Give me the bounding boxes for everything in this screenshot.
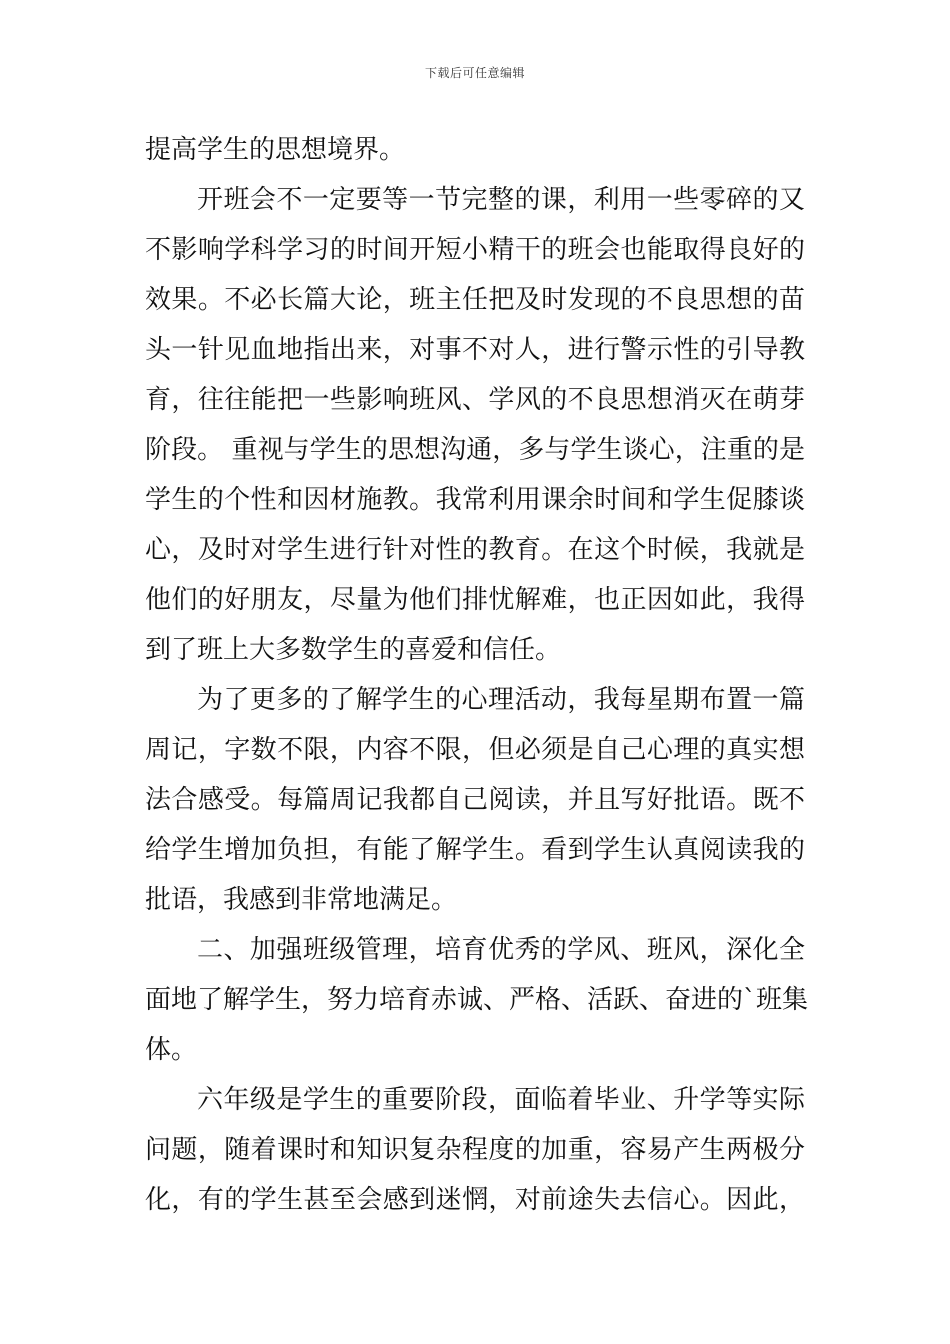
text-line: 体。 [145,1035,198,1065]
text-line: 六年级是学生的重要阶段，面临着毕业、升学等实际 [197,1085,805,1115]
page-header-note: 下载后可任意编辑 [424,66,525,80]
text-line: 给学生增加负担，有能了解学生。看到学生认真阅读我的 [145,835,805,865]
text-line: 他们的好朋友，尽量为他们排忧解难，也正因如此，我得 [145,585,805,615]
text-line: 学生的个性和因材施教。我常利用课余时间和学生促膝谈 [145,485,805,515]
text-line: 到了班上大多数学生的喜爱和信任。 [145,635,562,665]
document-body [145,125,809,1225]
text-line: 问题，随着课时和知识复杂程度的加重，容易产生两极分 [145,1135,805,1165]
text-line: 批语，我感到非常地满足。 [145,885,458,915]
text-line: 二、加强班级管理，培育优秀的学风、班风，深化全 [197,935,805,965]
text-line: 头一针见血地指出来，对事不对人，进行警示性的引导教 [145,335,805,365]
text-line: 育，往往能把一些影响班风、学风的不良思想消灭在萌芽 [145,385,805,415]
text-line: 周记，字数不限，内容不限，但必须是自己心理的真实想 [145,735,805,765]
text-line: 法合感受。每篇周记我都自己阅读，并且写好批语。既不 [145,785,805,815]
text-line: 阶段。 重视与学生的思想沟通，多与学生谈心，注重的是 [145,435,805,465]
text-line: 提高学生的思想境界。 [145,135,406,165]
text-line: 化，有的学生甚至会感到迷惘，对前途失去信心。因此， [145,1185,805,1215]
text-line: 效果。不必长篇大论，班主任把及时发现的不良思想的苗 [145,285,805,315]
text-line: 心，及时对学生进行针对性的教育。在这个时候，我就是 [145,535,805,565]
text-line: 为了更多的了解学生的心理活动，我每星期布置一篇 [197,685,805,715]
text-line: 不影响学科学习的时间开短小精干的班会也能取得良好的 [145,235,805,265]
text-line: 面地了解学生，努力培育赤诚、严格、活跃、奋进的`班集 [145,985,809,1015]
text-line: 开班会不一定要等一节完整的课，利用一些零碎的又 [197,185,805,215]
